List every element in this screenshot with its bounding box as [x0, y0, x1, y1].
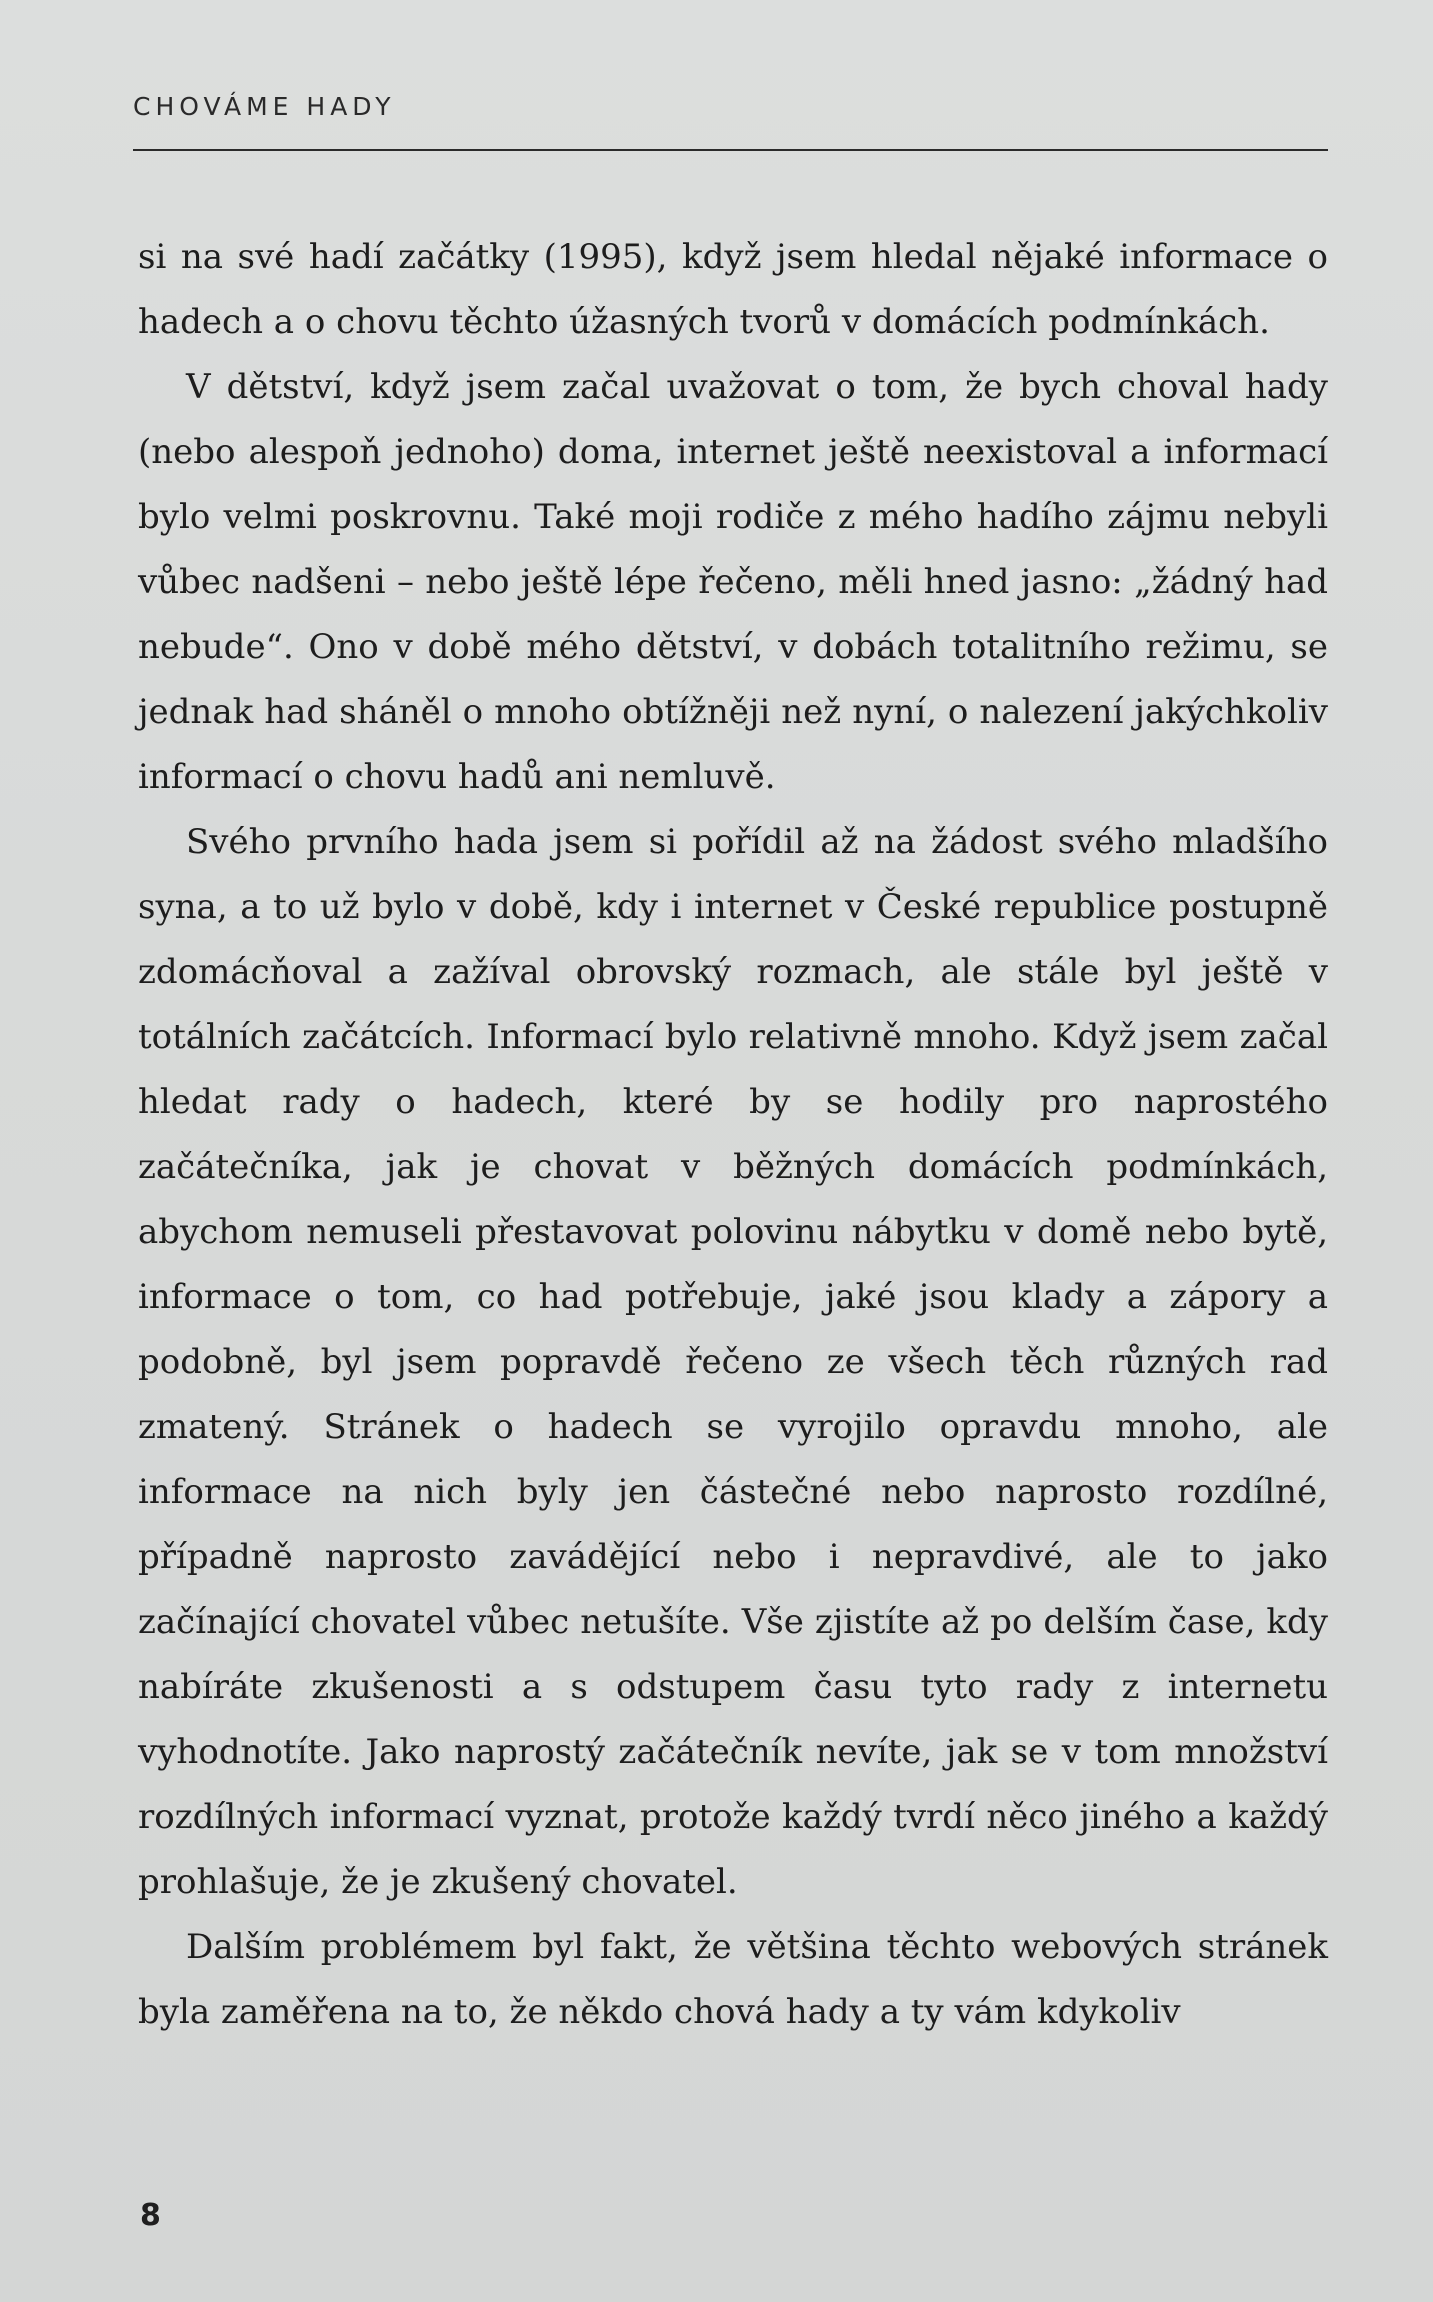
page-number: 8 — [140, 2198, 161, 2233]
body-text — [138, 225, 1328, 2045]
paragraph: Dalším problémem byl fakt, že většina těchto webových stránek byla zaměřena na to, že někdo chová hady a ty vám kdykoliv — [138, 1927, 1328, 2032]
running-head: CHOVÁME HADY — [133, 92, 396, 121]
paragraph: V dětství, když jsem začal uvažovat o tom, že bych choval hady (nebo alespoň jednoho) doma, internet ještě neexistoval a informací bylo velmi poskrovnu. Také moji rodiče z mého hadího zájmu nebyli vůbec nadšeni – nebo ještě lépe řečeno, měli hned jasno: „žádný had nebude“. Ono v době mého dětství, v dobách totalitního režimu, se jednak had sháněl o mnoho obtížněji než nyní, o nalezení jakýchkoliv informací o chovu hadů ani nemluvě. — [138, 367, 1328, 797]
header-rule — [133, 149, 1328, 151]
paragraph: si na své hadí začátky (1995), když jsem hledal nějaké informace o hadech a o chovu těchto úžasných tvorů v domácích podmínkách. — [138, 237, 1328, 342]
paragraph: Svého prvního hada jsem si pořídil až na žádost svého mladšího syna, a to už bylo v době, kdy i internet v České republice postupně zdomácňoval a zažíval obrovský rozmach, ale stále byl ještě v totálních začátcích. Informací bylo relativně mnoho. Když jsem začal hledat rady o hadech, které by se hodily pro naprostého začátečníka, jak je chovat v běžných domácích podmínkách, abychom nemuseli přestavovat polovinu nábytku v domě nebo bytě, informace o tom, co had potřebuje, jaké jsou klady a zápory a podobně, byl jsem popravdě řečeno ze všech těch různých rad zmatený. Stránek o hadech se vyrojilo opravdu mnoho, ale informace na nich byly jen částečné nebo naprosto rozdílné, případně naprosto zavádějící nebo i nepravdivé, ale to jako začínající chovatel vůbec netušíte. Vše zjistíte až po delším čase, kdy nabíráte zkušenosti a s odstupem času tyto rady z internetu vyhodnotíte. Jako naprostý začátečník nevíte, jak se v tom množství rozdílných informací vyznat, protože každý tvrdí něco jiného a každý prohlašuje, že je zkušený chovatel. — [138, 822, 1328, 1902]
